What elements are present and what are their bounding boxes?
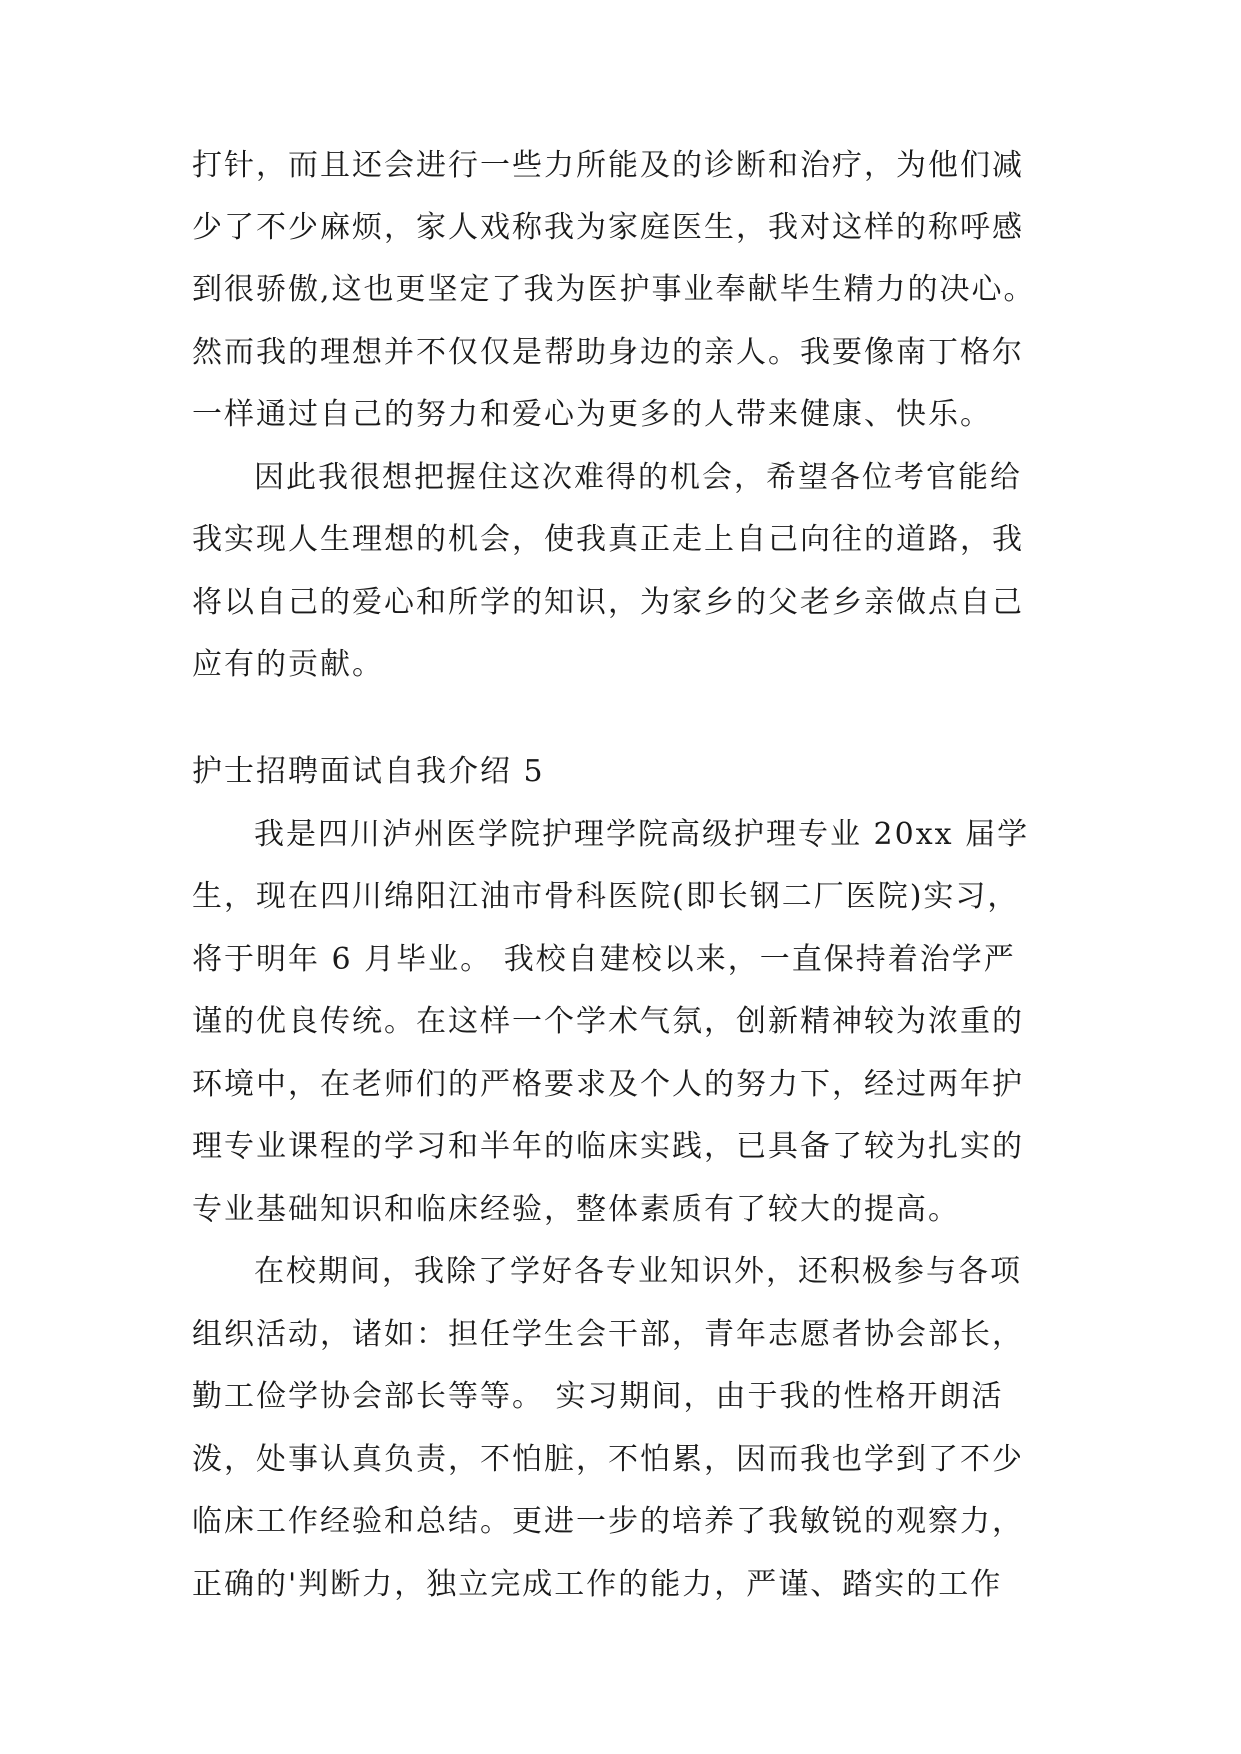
text-line: 勤工俭学协会部长等等。 实习期间，由于我的性格开朗活: [192, 1379, 1004, 1414]
text-line: 理专业课程的学习和半年的临床实践，已具备了较为扎实的: [192, 1129, 1024, 1164]
text-line: 专业基础知识和临床经验，整体素质有了较大的提高。: [192, 1192, 960, 1227]
text-line: 然而我的理想并不仅仅是帮助身边的亲人。我要像南丁格尔: [192, 335, 1024, 370]
text-line: 一样通过自己的努力和爱心为更多的人带来健康、快乐。: [192, 397, 992, 432]
text-line: 环境中，在老师们的严格要求及个人的努力下，经过两年护: [192, 1067, 1024, 1102]
text-line: 将以自己的爱心和所学的知识，为家乡的父老乡亲做点自己: [192, 585, 1024, 620]
section-heading: 护士招聘面试自我介绍 5: [192, 754, 545, 789]
text-line: 谨的优良传统。在这样一个学术气氛，创新精神较为浓重的: [192, 1004, 1024, 1039]
text-line: 将于明年 6 月毕业。 我校自建校以来，一直保持着治学严: [192, 942, 1016, 977]
text-line: 组织活动，诸如：担任学生会干部，青年志愿者协会部长，: [192, 1317, 1024, 1352]
text-line: 生，现在四川绵阳江油市骨科医院(即长钢二厂医院)实习，: [192, 879, 1020, 914]
paragraph-first-line: 在校期间，我除了学好各专业知识外，还积极参与各项: [254, 1254, 1022, 1289]
text-line: 到很骄傲,这也更坚定了我为医护事业奉献毕生精力的决心。: [192, 272, 1036, 307]
text-line: 临床工作经验和总结。更进一步的培养了我敏锐的观察力，: [192, 1504, 1024, 1539]
text-line: 打针，而且还会进行一些力所能及的诊断和治疗，为他们减: [192, 148, 1024, 183]
text-line: 正确的'判断力，独立完成工作的能力，严谨、踏实的工作: [192, 1567, 1003, 1602]
paragraph-first-line: 因此我很想把握住这次难得的机会，希望各位考官能给: [254, 460, 1022, 495]
text-line: 应有的贡献。: [192, 647, 384, 682]
text-line: 我实现人生理想的机会，使我真正走上自己向往的道路，我: [192, 522, 1024, 557]
text-line: 少了不少麻烦，家人戏称我为家庭医生，我对这样的称呼感: [192, 210, 1024, 245]
paragraph-first-line: 我是四川泸州医学院护理学院高级护理专业 20xx 届学: [254, 817, 1030, 852]
text-line: 泼，处事认真负责，不怕脏，不怕累，因而我也学到了不少: [192, 1442, 1024, 1477]
